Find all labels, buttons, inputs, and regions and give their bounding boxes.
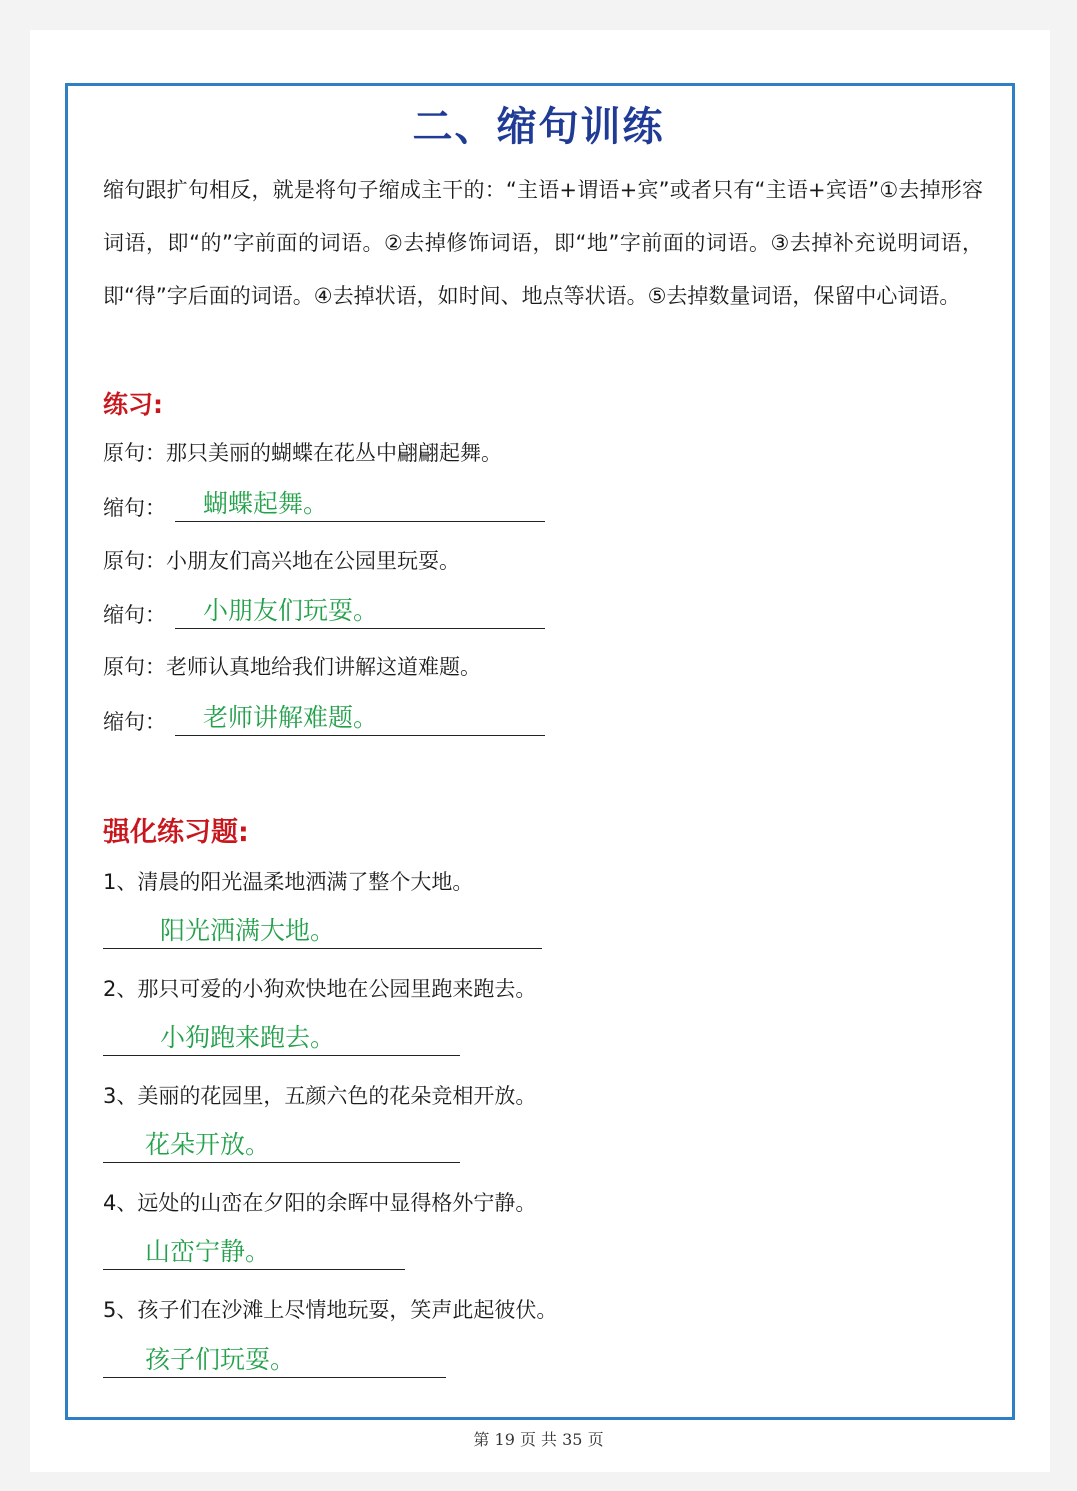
page-number: 第 19 页 共 35 页: [473, 1430, 604, 1449]
practice-label-1: 缩句：: [103, 496, 166, 520]
practice-answer-3: 老师讲解难题。: [203, 703, 379, 732]
practice-label-3: 缩句：: [103, 710, 166, 734]
exercise-answer-2: 小狗跑来跑去。: [160, 1023, 336, 1052]
exercise-answer-4: 山峦宁静。: [145, 1237, 271, 1266]
exercises-heading: 强化练习题:: [103, 817, 249, 848]
practice-answer-line-3: [175, 705, 545, 736]
exercise-question-1: 1、清晨的阳光温柔地洒满了整个大地。: [103, 870, 474, 894]
practice-answer-2: 小朋友们玩耍。: [203, 596, 379, 625]
practice-original-1: 原句：那只美丽的蝴蝶在花丛中翩翩起舞。: [103, 441, 502, 465]
exercise-question-4: 4、远处的山峦在夕阳的余晖中显得格外宁静。: [103, 1191, 537, 1215]
practice-original-3: 原句：老师认真地给我们讲解这道难题。: [103, 655, 481, 679]
exercise-answer-line-5: [103, 1347, 446, 1378]
exercise-answer-line-4: [103, 1239, 405, 1270]
practice-answer-line-1: [175, 491, 545, 522]
exercise-answer-3: 花朵开放。: [145, 1130, 271, 1159]
page-title: 二、缩句训练: [412, 104, 665, 150]
exercise-answer-line-2: [103, 1025, 460, 1056]
exercise-question-5: 5、孩子们在沙滩上尽情地玩耍，笑声此起彼伏。: [103, 1298, 558, 1322]
practice-answer-1: 蝴蝶起舞。: [203, 489, 329, 518]
exercise-answer-1: 阳光洒满大地。: [160, 916, 336, 945]
exercise-question-2: 2、那只可爱的小狗欢快地在公园里跑来跑去。: [103, 977, 537, 1001]
exercise-answer-line-3: [103, 1132, 460, 1163]
exercise-answer-line-1: [103, 918, 542, 949]
exercise-answer-5: 孩子们玩耍。: [145, 1345, 296, 1374]
practice-label-2: 缩句：: [103, 603, 166, 627]
practice-heading: 练习:: [103, 390, 163, 419]
practice-answer-line-2: [175, 598, 545, 629]
practice-original-2: 原句：小朋友们高兴地在公园里玩耍。: [103, 549, 460, 573]
exercise-question-3: 3、美丽的花园里，五颜六色的花朵竞相开放。: [103, 1084, 537, 1108]
intro-paragraph: 缩句跟扩句相反，就是将句子缩成主干的：“主语+谓语+宾”或者只有“主语+宾语”①去掉形容词语，即“的”字前面的词语。②去掉修饰词语，即“地”字前面的词语。③去掉补充说明词语，即“得”字后面的词语。④去掉状语，如时间、地点等状语。⑤去掉数量词语，保留中心词语。: [103, 178, 983, 308]
